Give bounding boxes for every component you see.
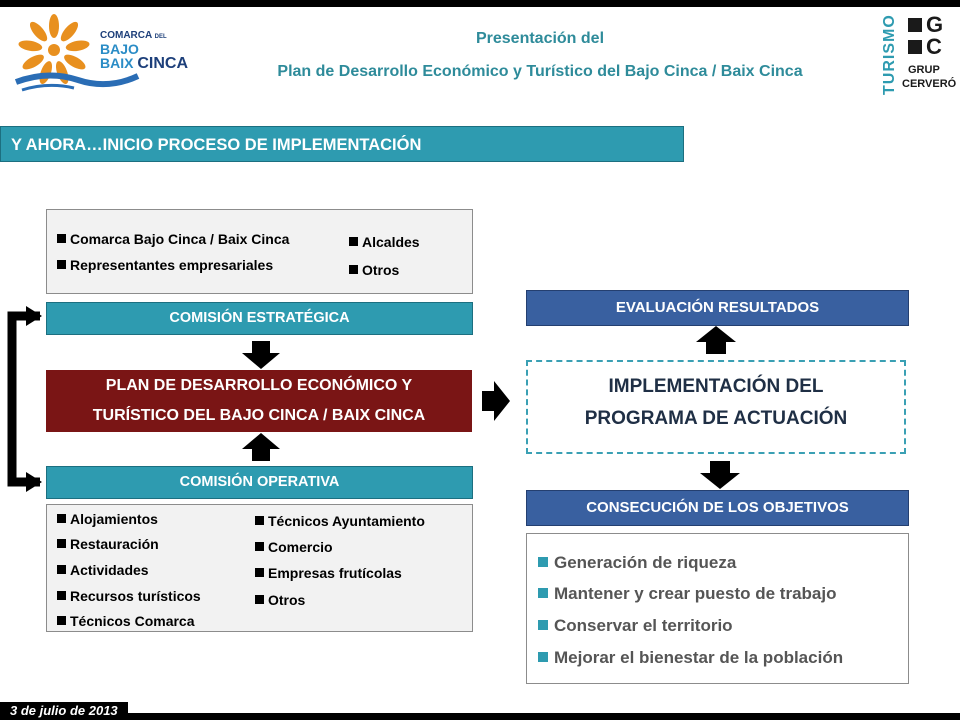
up-arrow-icon (696, 326, 736, 354)
logo-text-del: DEL (154, 34, 167, 40)
down-arrow-icon (700, 461, 740, 489)
up-arrow-icon (242, 433, 280, 461)
objetivo-item: Mejorar el bienestar de la población (538, 648, 843, 668)
grup-cervero-logo (878, 12, 957, 98)
logo-text-cinca: CINCA (137, 55, 189, 72)
bottom-bar (0, 713, 960, 720)
down-arrow-icon (242, 341, 280, 369)
comarca-logo (8, 12, 218, 94)
strategic-member-item: Alcaldes (349, 234, 420, 250)
strategic-member-item: Otros (349, 262, 399, 278)
date-label: 3 de julio de 2013 (0, 702, 128, 720)
operative-member-item: Técnicos Comarca (57, 613, 195, 629)
implementacion-line-1: IMPLEMENTACIÓN DEL (608, 376, 824, 397)
operative-member-item: Actividades (57, 562, 149, 578)
top-bar (0, 0, 960, 7)
logo-text-grup: GRUP (908, 64, 940, 76)
operative-member-item: Técnicos Ayuntamiento (255, 513, 425, 529)
turismo-vertical-text: TURISMO (881, 14, 898, 95)
logo-text-bajo: BAJO (100, 41, 139, 57)
operative-member-item: Alojamientos (57, 511, 158, 527)
operative-members-box (46, 504, 473, 632)
logo-letter-c: C (926, 34, 942, 59)
plan-box (46, 370, 472, 432)
objetivo-item: Conservar el territorio (538, 616, 733, 636)
right-arrow-icon (482, 381, 510, 421)
comision-operativa-box: COMISIÓN OPERATIVA (46, 466, 473, 499)
feedback-bracket (0, 300, 50, 500)
operative-member-item: Recursos turísticos (57, 588, 201, 604)
operative-member-item: Otros (255, 592, 305, 608)
objetivo-item: Generación de riqueza (538, 553, 736, 573)
implementacion-line-2: PROGRAMA DE ACTUACIÓN (584, 408, 848, 429)
operative-member-item: Restauración (57, 536, 159, 552)
evaluacion-box: EVALUACIÓN RESULTADOS (526, 290, 909, 326)
logo-text-cervero: CERVERÓ (902, 78, 957, 90)
strategic-members-box (46, 209, 473, 294)
implementacion-box (526, 360, 906, 454)
logo-letter-g: G (926, 12, 944, 37)
header-line-1: Presentación del (475, 30, 605, 47)
operative-member-item: Empresas frutícolas (255, 565, 402, 581)
strategic-member-item: Representantes empresariales (57, 257, 273, 273)
logo-text-comarca: COMARCA (100, 30, 152, 41)
comision-estrategica-box: COMISIÓN ESTRATÉGICA (46, 302, 473, 335)
plan-line-2: TURÍSTICO DEL BAJO CINCA / BAIX CINCA (92, 407, 426, 424)
strategic-member-item: Comarca Bajo Cinca / Baix Cinca (57, 231, 289, 247)
header-line-2: Plan de Desarrollo Económico y Turístico del Bajo Cinca / Baix Cinca (277, 63, 803, 80)
objetivo-item: Mantener y crear puesto de trabajo (538, 584, 836, 604)
section-title: Y AHORA…INICIO PROCESO DE IMPLEMENTACIÓN (0, 126, 684, 162)
consecucion-box: CONSECUCIÓN DE LOS OBJETIVOS (526, 490, 909, 526)
logo-text-baix: BAIX (100, 55, 134, 71)
objetivos-box (526, 533, 909, 684)
plan-line-1: PLAN DE DESARROLLO ECONÓMICO Y (105, 377, 413, 394)
operative-member-item: Comercio (255, 539, 333, 555)
